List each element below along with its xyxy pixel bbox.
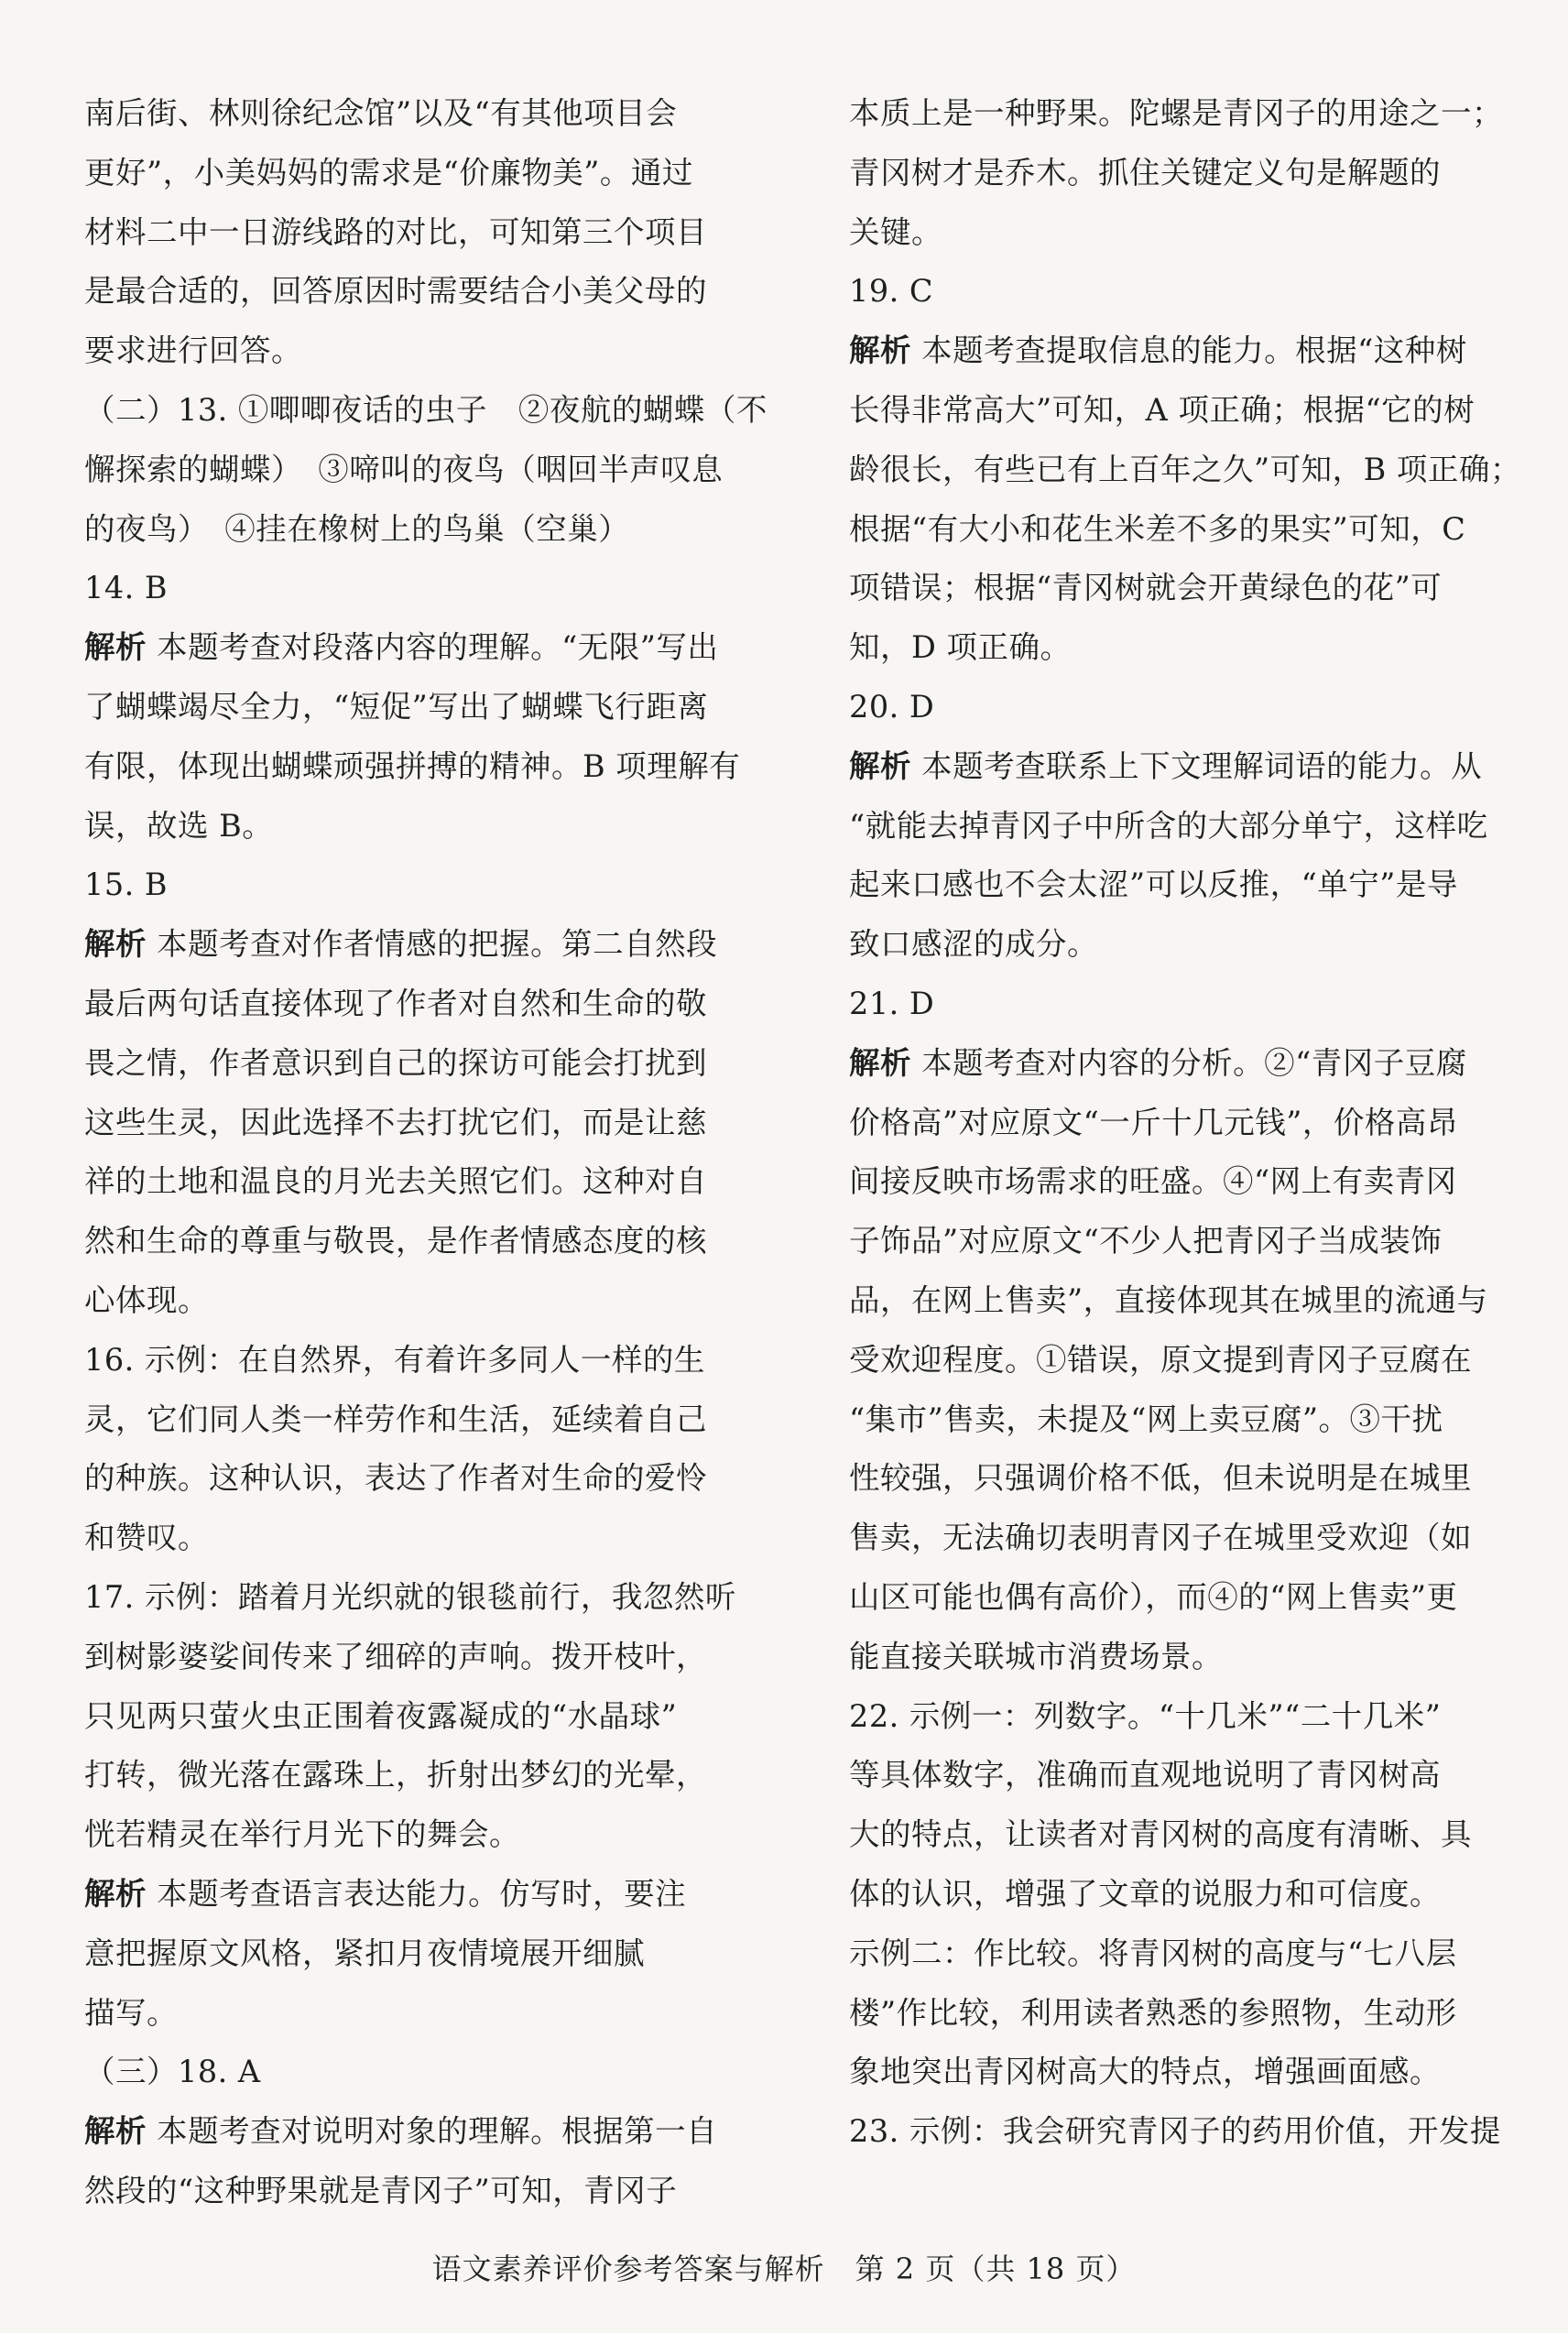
analysis-label: 解析	[84, 1875, 147, 1912]
line-text: “集市”售卖，未提及“网上卖豆腐”。③干扰	[849, 1401, 1443, 1437]
analysis-label: 解析	[849, 747, 911, 784]
text-line	[849, 1509, 1497, 1568]
line-text: 了蝴蝶竭尽全力，“短促”写出了蝴蝶飞行距离	[84, 688, 709, 725]
text-line	[84, 1746, 740, 1805]
text-line	[84, 915, 740, 975]
line-text: 楼”作比较，利用读者熟悉的参照物，生动形	[849, 1994, 1457, 2031]
line-text: 15. B	[84, 867, 169, 903]
text-line	[849, 381, 1497, 441]
line-text: 本题考查对作者情感的把握。第二自然段	[147, 926, 718, 963]
line-text: 心体现。	[84, 1281, 209, 1318]
text-line	[84, 678, 740, 737]
line-text: 本质上是一种野果。陀螺是青冈子的用途之一；	[849, 95, 1503, 131]
text-line	[84, 1805, 740, 1865]
line-text: 意把握原文风格，紧扣月夜情境展开细腻	[84, 1935, 645, 1971]
line-text: 本题考查对段落内容的理解。“无限”写出	[147, 629, 719, 666]
text-line	[849, 1094, 1497, 1153]
line-text: 然和生命的尊重与敬畏，是作者情感态度的核	[84, 1223, 707, 1259]
analysis-label: 解析	[849, 1044, 911, 1081]
text-line	[84, 144, 740, 203]
line-text: 祥的土地和温良的月光去关照它们。这种对自	[84, 1163, 707, 1200]
line-text: 恍若精灵在举行月光下的舞会。	[84, 1816, 520, 1853]
text-line	[84, 381, 768, 441]
line-text: 描写。	[84, 1994, 178, 2031]
text-line	[849, 678, 1497, 737]
text-line	[849, 797, 1497, 856]
line-text: 根据“有大小和花生米差不多的果实”可知，C	[849, 510, 1466, 547]
text-line	[849, 856, 1497, 915]
text-line	[84, 1984, 740, 2044]
line-text: 受欢迎程度。①错误，原文提到青冈子豆腐在	[849, 1341, 1472, 1378]
line-text: 示例二：作比较。将青冈树的高度与“七八层	[849, 1935, 1457, 1971]
text-line	[849, 144, 1497, 203]
line-text: 是最合适的，回答原因时需要结合小美父母的	[84, 273, 707, 310]
line-text: 的夜鸟） ④挂在橡树上的鸟巢（空巢）	[84, 510, 630, 547]
text-line	[849, 1746, 1497, 1805]
line-text: 然段的“这种野果就是青冈子”可知，青冈子	[84, 2172, 678, 2208]
line-text: 山区可能也偶有高价），而④的“网上售卖”更	[849, 1578, 1458, 1615]
line-text: 等具体数字，准确而直观地说明了青冈树高	[849, 1757, 1441, 1793]
analysis-label: 解析	[84, 926, 147, 963]
text-line	[84, 262, 740, 322]
line-text: 误，故选 B。	[84, 807, 274, 844]
text-line	[849, 1390, 1497, 1450]
line-text: （三）18. A	[84, 2054, 261, 2090]
text-line	[849, 1628, 1497, 1687]
text-line	[849, 1984, 1497, 2044]
line-text: （二）13. ①唧唧夜话的虫子 ②夜航的蝴蝶（不	[84, 391, 768, 428]
text-line	[84, 797, 740, 856]
line-text: 品，在网上售卖”，直接体现其在城里的流通与	[849, 1281, 1488, 1318]
text-line	[84, 441, 740, 500]
text-line	[84, 1509, 740, 1568]
text-line	[849, 2102, 1501, 2162]
line-text: 19. C	[849, 273, 934, 310]
text-line	[849, 1865, 1497, 1924]
right-column	[849, 84, 1521, 2162]
line-text: 只见两只萤火虫正围着夜露凝成的“水晶球”	[84, 1697, 678, 1734]
text-line	[849, 500, 1497, 560]
text-line	[84, 1449, 740, 1509]
text-line	[849, 737, 1497, 797]
line-text: 灵，它们同人类一样劳作和生活，延续着自己	[84, 1401, 707, 1437]
text-line	[849, 559, 1497, 618]
line-text: 本题考查语言表达能力。仿写时，要注	[147, 1875, 687, 1912]
line-text: 起来口感也不会太涩”可以反推，“单宁”是导	[849, 867, 1458, 903]
text-line	[84, 1034, 740, 1094]
text-line	[849, 2043, 1497, 2102]
text-line	[84, 2162, 740, 2221]
line-text: 南后街、林则徐纪念馆”以及“有其他项目会	[84, 95, 678, 131]
line-text: 懈探索的蝴蝶） ③啼叫的夜鸟（咽回半声叹息	[84, 451, 724, 487]
line-text: 间接反映市场需求的旺盛。④“网上有卖青冈	[849, 1163, 1457, 1200]
line-text: 象地突出青冈树高大的特点，增强画面感。	[849, 2054, 1441, 2090]
text-line	[849, 975, 1497, 1034]
text-line	[84, 2043, 740, 2102]
line-text: 更好”，小美妈妈的需求是“价廉物美”。通过	[84, 154, 693, 191]
text-line	[84, 1212, 740, 1271]
line-text: 要求进行回答。	[84, 333, 302, 369]
text-line	[84, 618, 740, 678]
line-text: 21. D	[849, 985, 935, 1021]
text-line	[84, 1390, 740, 1450]
line-text: 有限，体现出蝴蝶顽强拼搏的精神。B 项理解有	[84, 747, 741, 784]
text-line	[84, 84, 740, 144]
text-line	[84, 856, 740, 915]
line-text: 项错误；根据“青冈树就会开黄绿色的花”可	[849, 570, 1443, 606]
text-line	[849, 1805, 1497, 1865]
text-line	[849, 203, 1497, 263]
text-line	[849, 262, 1497, 322]
text-line	[84, 1924, 740, 1984]
text-line	[84, 559, 740, 618]
line-text: 龄很长，有些已有上百年之久”可知，B 项正确；	[849, 451, 1521, 487]
text-line	[84, 1331, 740, 1390]
line-text: 14. B	[84, 570, 169, 606]
line-text: 大的特点，让读者对青冈树的高度有清晰、具	[849, 1816, 1472, 1853]
text-line	[84, 975, 740, 1034]
text-line	[84, 1152, 740, 1212]
line-text: 本题考查对内容的分析。②“青冈子豆腐	[911, 1044, 1467, 1081]
line-text: 16. 示例：在自然界，有着许多同人一样的生	[84, 1341, 705, 1378]
text-line	[849, 1331, 1497, 1390]
line-text: 能直接关联城市消费场景。	[849, 1638, 1223, 1674]
text-line	[84, 500, 740, 560]
text-line	[84, 737, 740, 797]
line-text: 20. D	[849, 688, 935, 725]
analysis-label: 解析	[849, 333, 911, 369]
text-line	[849, 1924, 1497, 1984]
left-column	[84, 84, 768, 2221]
page-footer: 语文素养评价参考答案与解析 第 2 页（共 18 页）	[431, 2251, 1137, 2286]
text-line	[849, 618, 1497, 678]
line-text: 最后两句话直接体现了作者对自然和生命的敬	[84, 985, 707, 1021]
line-text: 本题考查对说明对象的理解。根据第一自	[147, 2113, 718, 2150]
line-text: 打转，微光落在露珠上，折射出梦幻的光晕，	[84, 1757, 707, 1793]
text-line	[84, 1865, 740, 1924]
text-line	[849, 1034, 1497, 1094]
line-text: 长得非常高大”可知，A 项正确；根据“它的树	[849, 391, 1475, 428]
line-text: 和赞叹。	[84, 1520, 209, 1556]
text-line	[849, 84, 1503, 144]
line-text: 23. 示例：我会研究青冈子的药用价值，开发提	[849, 2113, 1501, 2150]
text-line	[84, 203, 740, 263]
line-text: 性较强，只强调价格不低，但未说明是在城里	[849, 1460, 1472, 1497]
line-text: 22. 示例一：列数字。“十几米”“二十几米”	[849, 1697, 1442, 1734]
line-text: 到树影婆娑间传来了细碎的声响。拨开枝叶，	[84, 1638, 707, 1674]
text-line	[849, 441, 1521, 500]
text-line	[84, 1094, 740, 1153]
text-line	[849, 1449, 1497, 1509]
line-text: 体的认识，增强了文章的说服力和可信度。	[849, 1875, 1441, 1912]
line-text: 致口感涩的成分。	[849, 926, 1098, 963]
text-line	[84, 322, 740, 381]
line-text: 价格高”对应原文“一斤十几元钱”，价格高昂	[849, 1104, 1458, 1140]
analysis-label: 解析	[84, 2113, 147, 2150]
text-line	[849, 915, 1497, 975]
line-text: 本题考查提取信息的能力。根据“这种树	[911, 333, 1467, 369]
line-text: 这些生灵，因此选择不去打扰它们，而是让慈	[84, 1104, 707, 1140]
line-text: 的种族。这种认识，表达了作者对生命的爱怜	[84, 1460, 707, 1497]
text-line	[84, 1568, 740, 1628]
text-line	[849, 322, 1497, 381]
line-text: 青冈树才是乔木。抓住关键定义句是解题的	[849, 154, 1441, 191]
text-line	[849, 1568, 1497, 1628]
line-text: 17. 示例：踏着月光织就的银毯前行，我忽然听	[84, 1578, 736, 1615]
text-line	[849, 1212, 1497, 1271]
text-line	[849, 1152, 1497, 1212]
line-text: 畏之情，作者意识到自己的探访可能会打扰到	[84, 1044, 707, 1081]
text-line	[84, 2102, 740, 2162]
text-line	[849, 1271, 1497, 1331]
analysis-label: 解析	[84, 629, 147, 666]
line-text: 本题考查联系上下文理解词语的能力。从	[911, 747, 1483, 784]
line-text: 关键。	[849, 213, 942, 250]
text-line	[849, 1687, 1497, 1747]
text-line	[84, 1271, 740, 1331]
line-text: 子饰品”对应原文“不少人把青冈子当成装饰	[849, 1223, 1443, 1259]
line-text: 售卖，无法确切表明青冈子在城里受欢迎（如	[849, 1520, 1472, 1556]
line-text: 知，D 项正确。	[849, 629, 1072, 666]
text-line	[84, 1687, 740, 1747]
line-text: “就能去掉青冈子中所含的大部分单宁，这样吃	[849, 807, 1488, 844]
line-text: 材料二中一日游线路的对比，可知第三个项目	[84, 213, 707, 250]
text-line	[84, 1628, 740, 1687]
